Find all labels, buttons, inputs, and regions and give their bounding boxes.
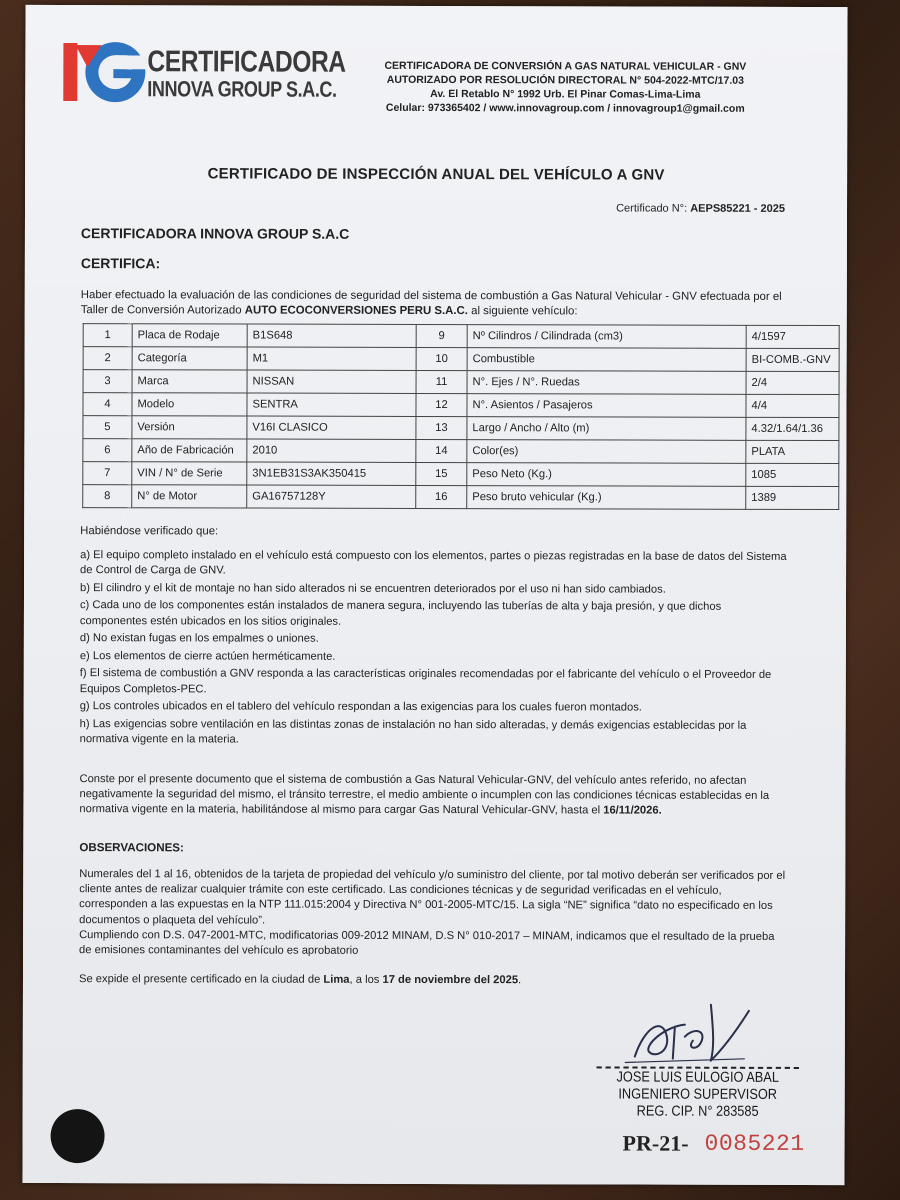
field-label: Modelo (132, 393, 247, 416)
row-number: 15 (416, 462, 467, 485)
letterhead-line3: Av. El Retablo N° 1992 Urb. El Pinar Comas-Lima-Lima (430, 87, 701, 101)
row-number: 13 (416, 416, 467, 439)
field-value: 1389 (746, 486, 839, 509)
row-number: 7 (83, 462, 132, 485)
field-label: Peso bruto vehicular (Kg.) (467, 486, 746, 510)
vehicle-table-row (83, 439, 839, 464)
row-number: 3 (83, 370, 132, 393)
letterhead-line4: Celular: 973365402 / www.innovagroup.com / innovagroup1@gmail.com (385, 101, 745, 115)
document-title: CERTIFICADO DE INSPECCIÓN ANUAL DEL VEHÍCULO A GNV (207, 165, 665, 184)
conste-text: Conste por el presente documento que el sistema de combustión a Gas Natural Vehicular-GNV, del vehículo antes referido, no afectan negativamente la seguridad del mismo, el tránsito terrestre, el medio ambiente o incumplen con las condiciones técnicas establecidas en la normativa vigente en la materia, habilitándose al mismo para cargar Gas Natural Vehicular-GNV, hasta el (79, 773, 770, 817)
signature-icon (615, 996, 755, 1076)
row-number: 6 (83, 439, 132, 462)
intro-paragraph (81, 288, 787, 320)
organization-name: CERTIFICADORA INNOVA GROUP S.A.C (80, 225, 350, 242)
condition-item: g) Los controles ubicados en el tablero del vehículo respondan a las exigencias para los cuales fueron montados. (79, 700, 642, 714)
vehicle-table-row (83, 393, 839, 418)
field-label: Color(es) (467, 440, 746, 464)
row-number: 16 (416, 485, 467, 508)
field-value: BI-COMB.-GNV (746, 348, 839, 371)
field-value: B1S648 (247, 324, 416, 347)
company-name (147, 47, 345, 102)
field-label: Año de Fabricación (132, 439, 247, 462)
field-label: Peso Neto (Kg.) (467, 463, 746, 487)
letterhead (370, 59, 760, 116)
field-label: N°. Ejes / N°. Ruedas (467, 371, 746, 395)
company-name-line1: CERTIFICADORA (147, 45, 346, 79)
condition-item: h) Las exigencias sobre ventilación en las distintas zonas de instalación no han sido alteradas, y demás exigencias establecidas por la normativa vigente en la materia. (79, 717, 747, 746)
workshop-name: AUTO ECOCONVERSIONES PERU S.A.C. (244, 304, 468, 318)
vehicle-table-row (83, 485, 839, 510)
field-value: NISSAN (247, 370, 416, 393)
issued-date: 17 de noviembre del 2025 (382, 973, 519, 987)
field-label: N° de Motor (132, 485, 247, 508)
row-number: 14 (416, 439, 467, 462)
issued-city: Lima (323, 973, 350, 986)
observations-paragraph-2: Cumpliendo con D.S. 047-2001-MTC, modificatorias 009-2012 MINAM, D.S N° 010-2017 – MINAM, indicamos que el resultado de la prueba de emisiones contaminantes del vehículo es aprobatorio (79, 928, 775, 957)
field-label: Categoría (132, 347, 247, 370)
row-number: 5 (83, 416, 132, 439)
condition-item: a) El equipo completo instalado en el vehículo está compuesto con los elementos, partes o piezas registradas en la base de datos del Sistema de Control de Carga de GNV. (80, 549, 787, 577)
field-label: VIN / N° de Serie (132, 462, 247, 485)
row-number: 10 (416, 347, 467, 370)
row-number: 8 (83, 485, 132, 508)
signer-role: INGENIERO SUPERVISOR (618, 1086, 778, 1103)
row-number: 4 (83, 393, 132, 416)
company-logo-icon (61, 37, 151, 107)
field-label: Versión (132, 416, 247, 439)
field-value: 1085 (746, 463, 839, 486)
issued-prefix: Se expide el presente certificado en la ciudad de (78, 973, 321, 986)
issued-middle: , a los (349, 973, 380, 986)
form-serial: 0085221 (704, 1130, 805, 1157)
condition-item: c) Cada uno de los componentes están instalados de manera segura, incluyendo las tuberías de alta y baja presión, y que dichos componentes estén ubicados en los sitios originales. (79, 599, 722, 628)
issued-suffix: . (518, 974, 522, 987)
observations-paragraph-1: Numerales del 1 al 16, obtenidos de la tarjeta de propiedad del vehículo y/o suministro del cliente, por tal motivo deberán ser verificados por el cliente antes de realizar cualquier trámite con este certificado. Las condiciones técnicas y de seguridad verificadas en el vehículo, corresponden a las expuestas en la NTP 111.015:2004 y Directiva N° 001-2005-MTC/15. La sigla “NE” significa “dato no especificado en los documentos o plaqueta del vehículo”. (79, 868, 786, 927)
certificate-number (616, 202, 785, 214)
field-value: GA16757128Y (247, 485, 416, 508)
verified-intro: Habiéndose verificado que: (80, 525, 219, 538)
row-number: 11 (416, 370, 467, 393)
certificate-number-value: AEPS85221 - 2025 (690, 202, 786, 215)
company-name-line2: INNOVA GROUP S.A.C. (147, 76, 337, 102)
field-label: N°. Asientos / Pasajeros (467, 394, 746, 418)
field-value: M1 (247, 347, 416, 370)
field-value: SENTRA (247, 393, 416, 416)
letterhead-line1: CERTIFICADORA DE CONVERSIÓN A GAS NATURAL VEHICULAR - GNV (384, 59, 747, 73)
vehicle-table-row (83, 416, 839, 441)
field-label: Combustible (467, 348, 746, 372)
field-value: PLATA (746, 440, 839, 463)
conditions-list (80, 548, 791, 751)
vehicle-table (82, 323, 839, 510)
observations-body (79, 867, 789, 960)
certificate-number-label: Certificado N°: (616, 202, 688, 215)
certifica-heading: CERTIFICA: (80, 255, 161, 272)
letterhead-line2: AUTORIZADO POR RESOLUCIÓN DIRECTORAL N° 504-2022-MTC/17.03 (386, 73, 744, 87)
intro-text: Haber efectuado la evaluación de las condiciones de seguridad del sistema de combustión a Gas Natural Vehicular - GNV efectuada por el Taller de Conversión Autorizado (80, 289, 782, 317)
field-label: Largo / Ancho / Alto (m) (467, 417, 746, 441)
condition-item: d) No existan fugas en los empalmes o uniones. (79, 632, 319, 645)
row-number: 1 (83, 324, 132, 347)
row-number: 2 (83, 347, 132, 370)
field-value: 2/4 (746, 371, 839, 394)
conste-paragraph (79, 772, 785, 819)
field-label: Nº Cilindros / Cilindrada (cm3) (467, 325, 746, 349)
row-number: 12 (416, 393, 467, 416)
condition-item: f) El sistema de combustión a GNV responda a las características originales recomendadas por el fabricante del vehículo o el Proveedor de Equipos Completos-PEC. (79, 667, 772, 695)
observations-title: OBSERVACIONES: (79, 841, 184, 855)
signer-name: JOSE LUIS EULOGIO ABAL (597, 1066, 799, 1087)
field-value: 3N1EB31S3AK350415 (247, 462, 416, 485)
field-label: Placa de Rodaje (132, 324, 247, 347)
vehicle-table-row (83, 347, 839, 372)
row-number: 9 (416, 324, 467, 347)
punch-hole (51, 1109, 105, 1163)
condition-item: b) El cilindro y el kit de montaje no han sido alterados ni se encuentren deteriorados por el uso ni han sido cambiados. (80, 581, 666, 596)
signer-registration: REG. CIP. N° 283585 (636, 1103, 759, 1120)
vehicle-table-row (83, 370, 839, 395)
valid-until-date: 16/11/2026. (603, 804, 662, 818)
field-value: 4.32/1.64/1.36 (746, 417, 839, 440)
intro-tail: al siguiente vehículo: (471, 305, 578, 318)
vehicle-table-row (83, 462, 839, 487)
form-code: PR-21- (622, 1130, 689, 1156)
signer-block (596, 1066, 799, 1121)
field-value: 4/1597 (746, 325, 839, 348)
field-value: V16I CLASICO (247, 416, 416, 439)
field-value: 2010 (247, 439, 416, 462)
condition-item: e) Los elementos de cierre actúen herméticamente. (79, 649, 336, 663)
field-label: Marca (132, 370, 247, 393)
certificate-paper (22, 5, 847, 1185)
issued-statement (79, 973, 521, 986)
field-value: 4/4 (746, 394, 839, 417)
vehicle-table-row (83, 324, 839, 349)
